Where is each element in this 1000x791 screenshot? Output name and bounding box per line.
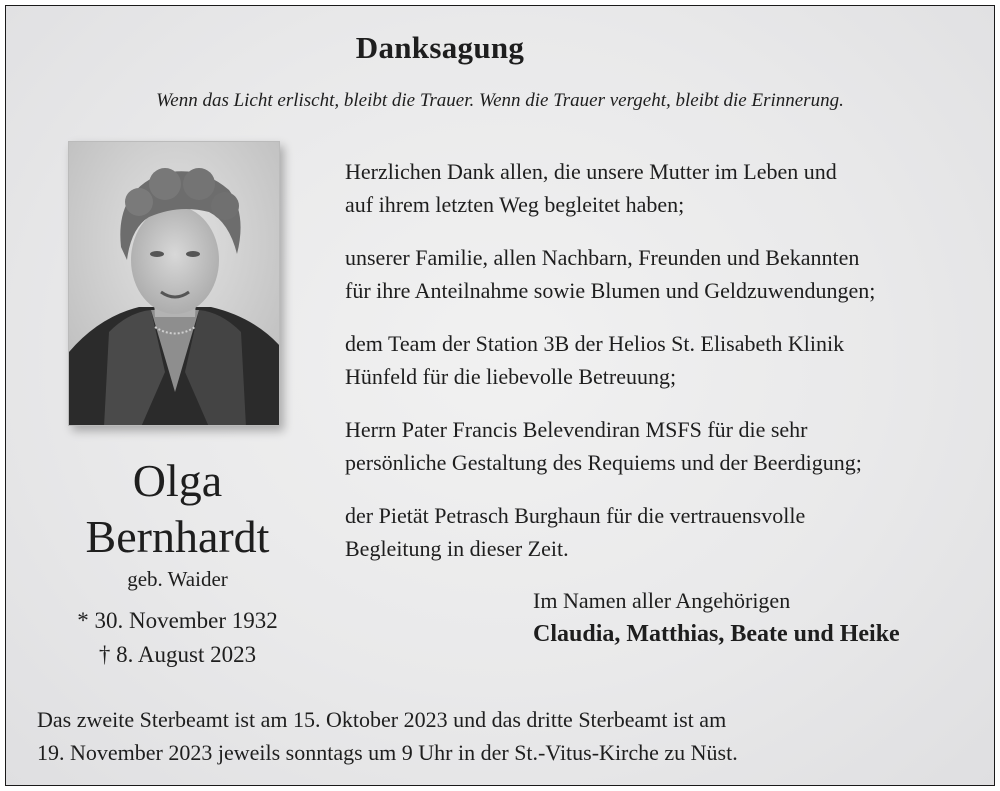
footer-line: 19. November 2023 jeweils sonntags um 9 Uhr in der St.-Vitus-Kirche zu Nüst.	[37, 740, 738, 765]
thanks-paragraph	[345, 241, 975, 307]
thanks-line: der Pietät Petrasch Burghaun für die vertrauensvolle	[345, 503, 806, 528]
portrait-illustration	[69, 142, 280, 426]
thanks-paragraph	[345, 327, 975, 393]
deceased-first-name: Olga	[132, 455, 223, 506]
thanks-line: Hünfeld für die liebevolle Betreuung;	[345, 364, 677, 389]
footer-line: Das zweite Sterbeamt ist am 15. Oktober 2023 und das dritte Sterbeamt ist am	[37, 707, 727, 732]
thanks-paragraph	[345, 499, 975, 565]
deceased-last-name: Bernhardt	[85, 511, 270, 562]
birth-name: geb. Waider	[127, 567, 228, 591]
thanks-paragraph	[345, 155, 975, 221]
thanks-line: Herrn Pater Francis Belevendiran MSFS für die sehr	[345, 417, 808, 442]
motto-quote: Wenn das Licht erlischt, bleibt die Trauer. Wenn die Trauer vergeht, bleibt die Erinnerung.	[156, 90, 844, 111]
signoff-text: Im Namen aller Angehörigen	[533, 588, 791, 613]
thanks-line: unserer Familie, allen Nachbarn, Freunden und Bekannten	[345, 245, 860, 270]
death-date: † 8. August 2023	[98, 642, 257, 667]
thanks-line: für ihre Anteilnahme sowie Blumen und Geldzuwendungen;	[345, 278, 876, 303]
page-title: Danksagung	[355, 30, 525, 65]
thanks-line: dem Team der Station 3B der Helios St. Elisabeth Klinik	[345, 331, 845, 356]
thanks-text	[345, 155, 975, 565]
signer-names: Claudia, Matthias, Beate und Heike	[533, 621, 900, 647]
thanks-line: persönliche Gestaltung des Requiems und der Beerdigung;	[345, 450, 862, 475]
thanks-paragraph	[345, 413, 975, 479]
birth-date: * 30. November 1932	[77, 608, 278, 633]
memorial-mass-notice	[37, 703, 977, 769]
thanks-line: Herzlichen Dank allen, die unsere Mutter im Leben und	[345, 159, 837, 184]
portrait-photo	[68, 141, 280, 426]
thanks-line: Begleitung in dieser Zeit.	[345, 536, 569, 561]
thanks-line: auf ihrem letzten Weg begleitet haben;	[345, 192, 685, 217]
